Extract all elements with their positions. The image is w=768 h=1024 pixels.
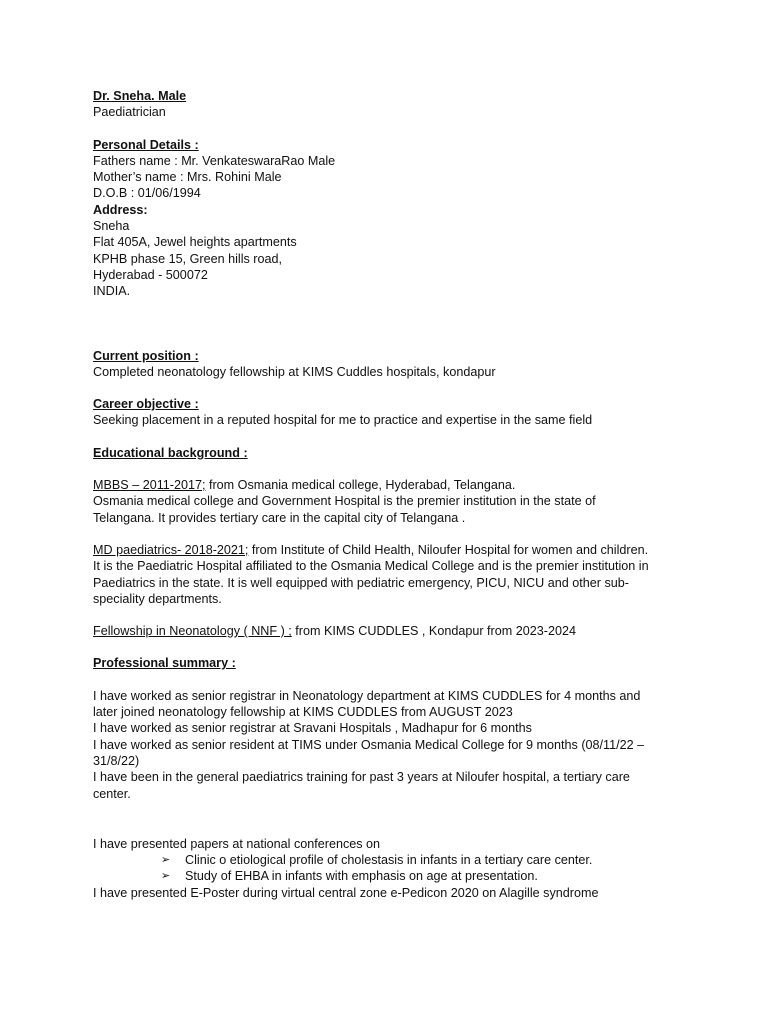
professional-summary-heading: Professional summary : <box>93 656 236 671</box>
current-position-text: Completed neonatology fellowship at KIMS Cuddles hospitals, kondapur <box>93 364 496 379</box>
summary-line: center. <box>93 786 131 801</box>
address-line: Sneha <box>93 219 130 234</box>
summary-line: I have worked as senior registrar at Sravani Hospitals , Madhapur for 6 months <box>93 721 532 736</box>
father-name: Fathers name : Mr. VenkateswaraRao Male <box>93 153 336 168</box>
profession: Paediatrician <box>93 105 166 120</box>
address-line: KPHB phase 15, Green hills road, <box>93 251 283 266</box>
summary-line: 31/8/22) <box>93 753 140 768</box>
personal-details-heading: Personal Details : <box>93 137 199 152</box>
mbbs-description: Osmania medical college and Government Hospital is the premier institution in the state of <box>93 494 596 509</box>
summary-line: I have been in the general paediatrics training for past 3 years at Niloufer hospital, a tertiary care <box>93 770 630 785</box>
mbbs-title: MBBS – 2011-2017; <box>93 478 206 493</box>
career-objective-heading: Career objective : <box>93 397 199 412</box>
date-of-birth: D.O.B : 01/06/1994 <box>93 186 201 201</box>
summary-line: I have worked as senior resident at TIMS under Osmania Medical College for 9 months (08/11/22 – <box>93 737 645 752</box>
md-description: Paediatrics in the state. It is well equipped with pediatric emergency, PICU, NICU and other sub- <box>93 575 629 590</box>
md-entry <box>93 542 683 558</box>
paper-title: Study of EHBA in infants with emphasis on age at presentation. <box>185 869 538 884</box>
address-line: Flat 405A, Jewel heights apartments <box>93 235 297 250</box>
fellowship-detail: from KIMS CUDDLES , Kondapur from 2023-2024 <box>291 624 576 639</box>
fellowship-entry <box>93 623 683 639</box>
summary-line: later joined neonatology fellowship at KIMS CUDDLES from AUGUST 2023 <box>93 705 513 720</box>
career-objective-text: Seeking placement in a reputed hospital for me to practice and expertise in the same field <box>93 413 593 428</box>
mbbs-detail: from Osmania medical college, Hyderabad, Telangana. <box>205 478 516 493</box>
list-item <box>93 852 683 868</box>
arrow-bullet-icon: ➢ <box>161 854 171 867</box>
arrow-bullet-icon: ➢ <box>161 870 171 883</box>
summary-line: I have worked as senior registrar in Neonatology department at KIMS CUDDLES for 4 months and <box>93 688 641 703</box>
mother-name: Mother’s name : Mrs. Rohini Male <box>93 170 282 185</box>
eposter-text: I have presented E-Poster during virtual central zone e-Pedicon 2020 on Alagille syndrome <box>93 885 599 900</box>
education-heading: Educational background : <box>93 445 248 460</box>
current-position-heading: Current position : <box>93 348 199 363</box>
paper-title: Clinic o etiological profile of cholestasis in infants in a tertiary care center. <box>185 853 593 868</box>
mbbs-entry <box>93 477 683 493</box>
md-title: MD paediatrics- 2018-2021; <box>93 542 249 557</box>
papers-intro: I have presented papers at national conferences on <box>93 836 381 851</box>
md-description: It is the Paediatric Hospital affiliated to the Osmania Medical College and is the premier institution in <box>93 559 649 574</box>
address-line: Hyderabad - 500072 <box>93 267 208 282</box>
md-detail: from Institute of Child Health, Niloufer Hospital for women and children. <box>248 542 649 557</box>
resume-content <box>93 88 683 901</box>
address-line: INDIA. <box>93 284 131 299</box>
mbbs-description: Telangana. It provides tertiary care in the capital city of Telangana . <box>93 510 466 525</box>
md-description: speciality departments. <box>93 591 222 606</box>
address-heading: Address: <box>93 202 148 217</box>
list-item <box>93 868 683 884</box>
papers-list <box>93 852 683 885</box>
doctor-name: Dr. Sneha. Male <box>93 89 187 103</box>
fellowship-title: Fellowship in Neonatology ( NNF ) ; <box>93 624 292 639</box>
